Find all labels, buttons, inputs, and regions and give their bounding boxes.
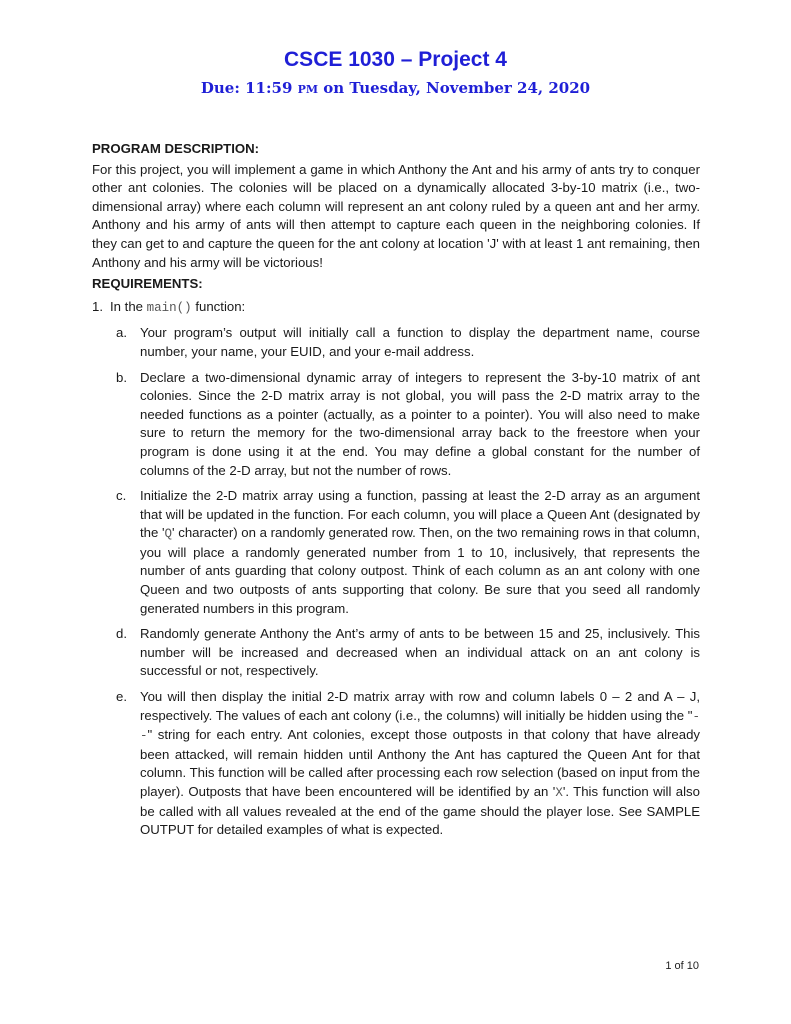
document-body [92, 140, 700, 840]
due-prefix: Due: 11:59 [200, 79, 298, 97]
sub-item-d [92, 625, 700, 681]
item-number: 1. [92, 298, 103, 314]
due-date [0, 79, 791, 97]
code-x: X [555, 786, 563, 800]
sub-text: Randomly generate Anthony the Ant’s army of ants to be between 15 and 25, inclusively. This number will be increased and decreased when an individual attack on an ant colony is successful or not, respectively. [140, 626, 700, 679]
description-paragraph: For this project, you will implement a game in which Anthony the Ant and his army of ants try to conquer other ant colonies. The colonies will be placed on a dynamically allocated 3-by-10 matrix (i.e., two-dimensional array) where each column will represent an ant colony ruled by a queen ant and her army. Anthony and his army of ants will then attempt to capture each queen in the neighboring colonies. If they can get to and capture the queen for the ant colony at location 'J' with at least 1 ant remaining, then Anthony and his army will be victorious! [92, 161, 700, 270]
item-text [110, 298, 245, 318]
sub-text-part: " string for each entry. Ant colonies, except those outposts in that colony that have already been attacked, will remain hidden until Anthony the Ant has captured the Queen Ant for that column. This function will be called after processing each row selection (based on input from the player). Outposts that have been encountered will be identified by an ' [140, 727, 700, 799]
sub-letter: e. [116, 689, 127, 705]
sub-text [140, 487, 700, 618]
sub-text-part: ' character) on a randomly generated row. Then, on the two remaining rows in that column, you will place a randomly generated number from 1 to 10, inclusively, that represents the number of ants guarding that colony outpost. Think of each column as an ant colony with one Queen and two outposts of ants supporting that colony. Be sure that you seed all randomly generated numbers in this program. [140, 525, 701, 616]
sub-text: Declare a two-dimensional dynamic array of integers to represent the 3-by-10 matrix of ant colonies. Since the 2-D matrix array is not global, you will pass the 2-D matrix array to the needed functions as a pointer (actually, as a pointer to a pointer). You will also need to make sure to return the memory for the two-dimensional array back to the freestore when your program is done using it at the end. You may define a global constant for the number of columns of the 2-D array, but not the number of rows. [140, 369, 700, 478]
code-dashes: -- [140, 709, 700, 744]
item-text-pre: In the [110, 298, 147, 314]
page-number: 1 of 10 [665, 960, 699, 972]
section-heading-description: PROGRAM DESCRIPTION: [92, 141, 260, 156]
requirement-item-1 [92, 298, 700, 318]
sub-text-part: You will then display the initial 2-D matrix array with row and column labels 0 – 2 and A – J, respectively. The values of each ant colony (i.e., the columns) will initially be hidden using the " [140, 689, 700, 723]
code-main: main() [146, 300, 192, 315]
sub-item-b [92, 369, 700, 481]
sub-text [140, 688, 700, 840]
item-text-post: function: [191, 298, 246, 314]
due-suffix: on Tuesday, November 24, 2020 [318, 79, 591, 97]
sub-item-e [92, 688, 700, 840]
section-heading-requirements: REQUIREMENTS: [92, 276, 203, 292]
sub-text-part: '. This function will also be called with all values revealed at the end of the game should the player lose. See SAMPLE OUTPUT for detailed examples of what is expected. [140, 784, 700, 838]
sub-text: Your program’s output will initially call a function to display the department name, course number, your name, your EUID, and your e-mail address. [140, 325, 700, 359]
sub-letter: d. [116, 626, 127, 642]
sub-letter: a. [116, 325, 127, 341]
sub-letter: b. [116, 369, 127, 385]
sub-item-c [92, 487, 700, 618]
code-q: Q [164, 527, 173, 542]
sub-text-part: Initialize the 2-D matrix array using a function, passing at least the 2-D array as an argument that will be updated in the function. For each column, you will place a Queen Ant (designated by the ' [140, 488, 700, 541]
due-pm: PM [297, 83, 319, 96]
sub-item-a [92, 324, 700, 361]
sub-letter: c. [116, 488, 127, 504]
page-title: CSCE 1030 – Project 4 [284, 48, 507, 71]
